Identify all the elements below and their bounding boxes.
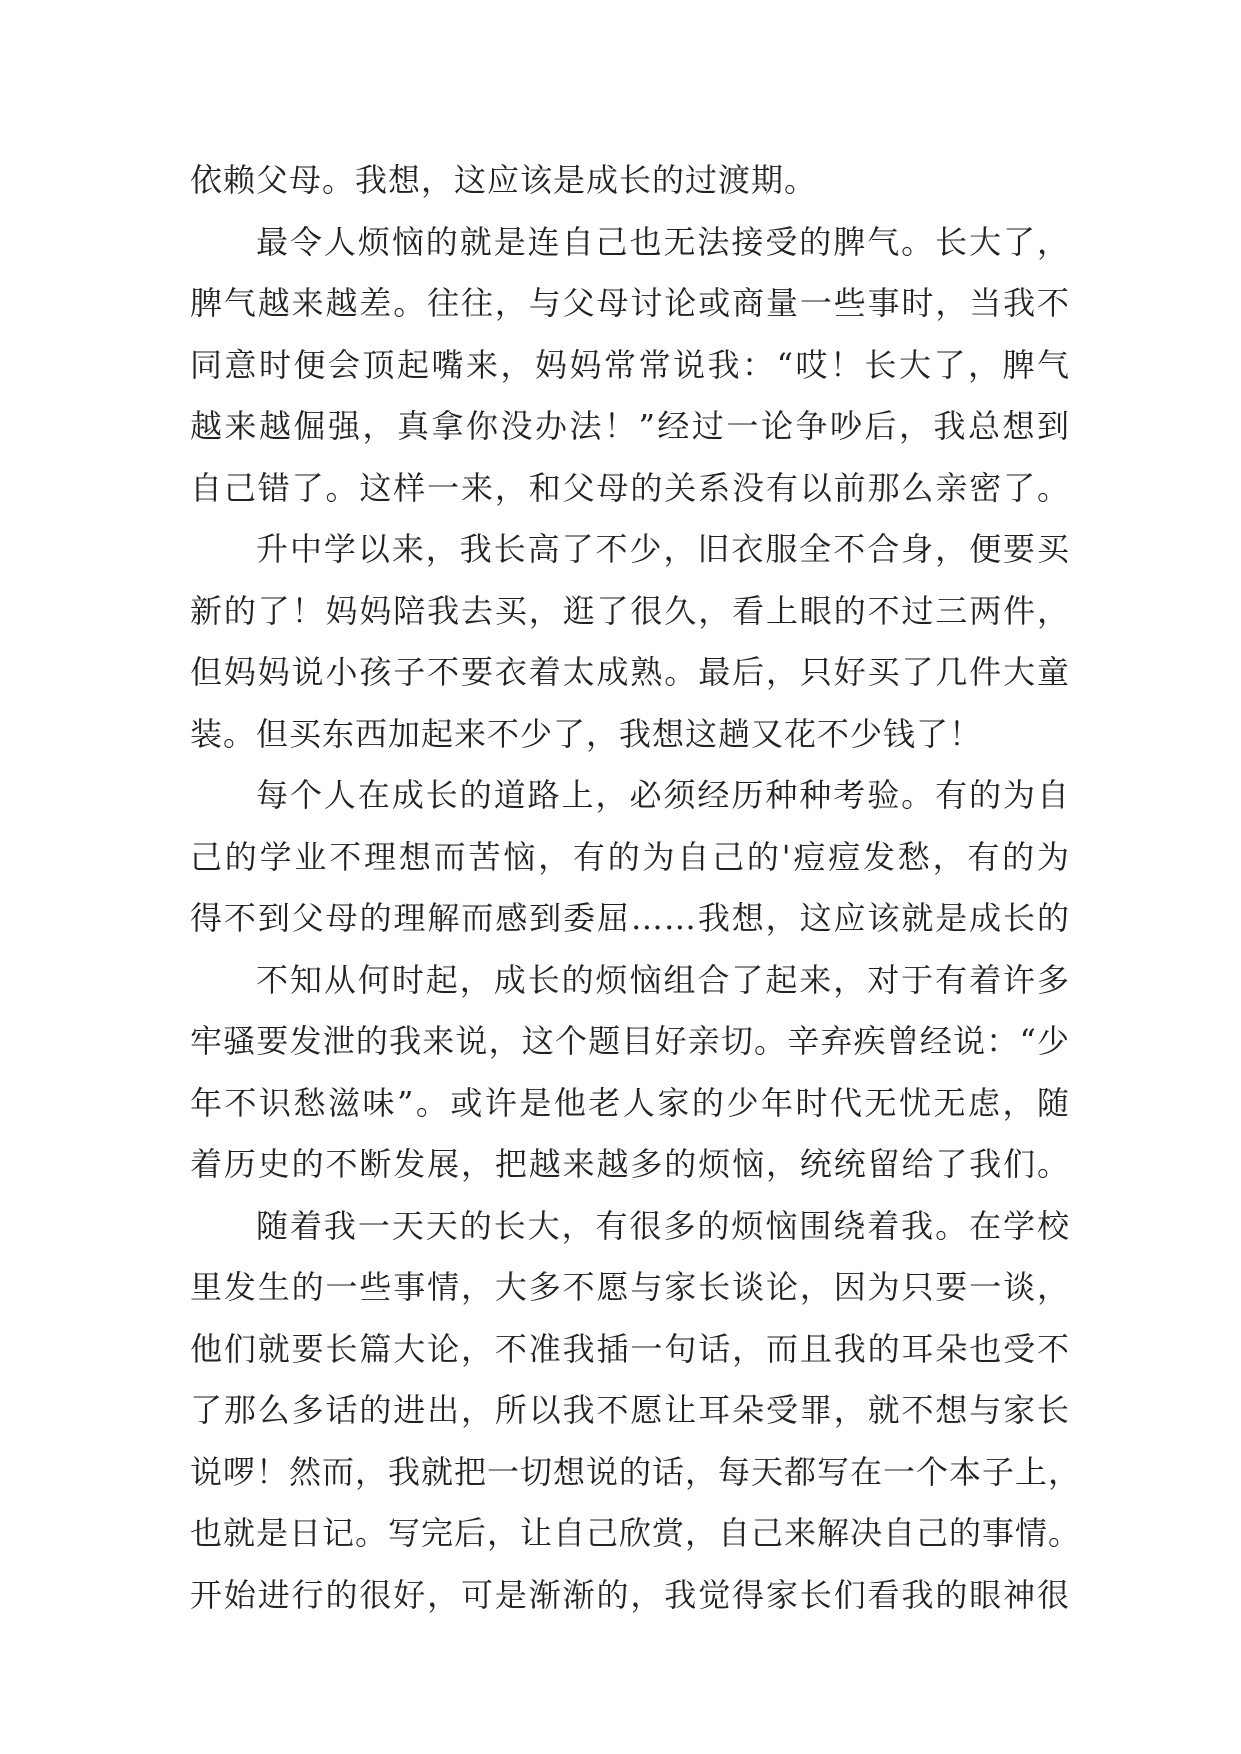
text-line: 装。但买东西加起来不少了，我想这趟又花不少钱了！ — [190, 714, 983, 753]
text-line: 但妈妈说小孩子不要衣着太成熟。最后，只好买了几件大童 — [190, 653, 1070, 691]
text-line: 升中学以来，我长高了不少，旧衣服全不合身，便要买 — [256, 530, 1070, 568]
text-line: 年不识愁滋味”。或许是他老人家的少年时代无忧无虑，随 — [190, 1083, 1070, 1122]
text-line: 越来越倔强，真拿你没办法！”经过一论争吵后，我总想到 — [190, 407, 1070, 445]
text-line: 随着我一天天的长大，有很多的烦恼围绕着我。在学校 — [256, 1206, 1070, 1245]
document-body — [190, 150, 1082, 1626]
text-line: 牢骚要发泄的我来说，这个题目好亲切。辛弃疾曾经说：“少 — [190, 1022, 1070, 1060]
text-line: 依赖父母。我想，这应该是成长的过渡期。 — [190, 161, 818, 199]
text-line: 着历史的不断发展，把越来越多的烦恼，统统留给了我们。 — [190, 1145, 1070, 1183]
text-line: 每个人在成长的道路上，必须经历种种考验。有的为自 — [256, 776, 1070, 814]
text-line: 了那么多话的进出，所以我不愿让耳朵受罪，就不想与家长 — [190, 1391, 1070, 1429]
text-line: 说啰！然而，我就把一切想说的话，每天都写在一个本子上， — [190, 1452, 1082, 1491]
text-line: 也就是日记。写完后，让自己欣赏，自己来解决自己的事情。 — [190, 1514, 1082, 1552]
text-line: 脾气越来越差。往往，与父母讨论或商量一些事时，当我不 — [190, 284, 1070, 322]
text-line: 己的学业不理想而苦恼，有的为自己的'痘痘发愁，有的为 — [190, 837, 1070, 876]
text-line: 开始进行的很好，可是渐渐的，我觉得家长们看我的眼神很 — [190, 1575, 1070, 1614]
text-line: 最令人烦恼的就是连自己也无法接受的脾气。长大了， — [256, 222, 1070, 261]
text-line: 新的了！妈妈陪我去买，逛了很久，看上眼的不过三两件， — [190, 591, 1070, 630]
text-line: 他们就要长篇大论，不准我插一句话，而且我的耳朵也受不 — [190, 1329, 1070, 1368]
text-line: 同意时便会顶起嘴来，妈妈常常说我：“哎！长大了，脾气 — [190, 345, 1070, 384]
text-line: 里发生的一些事情，大多不愿与家长谈论，因为只要一谈， — [190, 1268, 1070, 1306]
text-line: 不知从何时起，成长的烦恼组合了起来，对于有着许多 — [256, 960, 1070, 999]
text-line: 得不到父母的理解而感到委屈……我想，这应该就是成长的 — [190, 899, 1070, 937]
text-line: 自己错了。这样一来，和父母的关系没有以前那么亲密了。 — [190, 468, 1070, 507]
